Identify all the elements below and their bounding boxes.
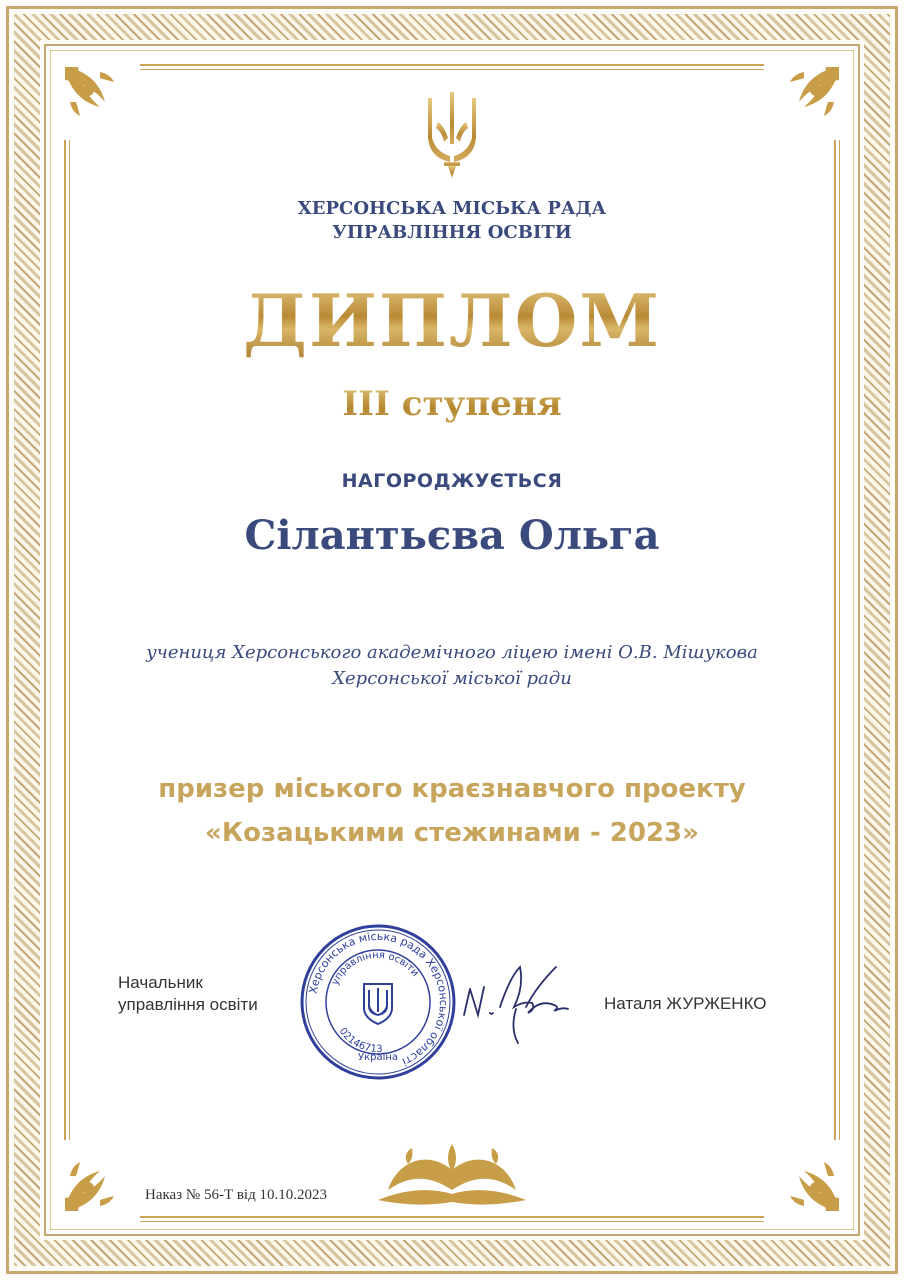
corner-ornament-icon (60, 1146, 130, 1216)
signer-name: Наталя ЖУРЖЕНКО (604, 994, 767, 1013)
bottom-rule (140, 1216, 764, 1222)
corner-ornament-icon (60, 62, 130, 132)
signer-position (118, 972, 258, 1016)
diploma-degree: III ступеня (0, 384, 904, 424)
stamp-inner-text: управління освіти (329, 949, 421, 988)
corner-ornament-icon (774, 62, 844, 132)
school-line-1: учениця Херсонського академічного ліцею імені О.В. Мішукова (146, 642, 758, 663)
stamp-country: Україна (357, 1052, 399, 1063)
position-line-1: Начальник (118, 973, 203, 992)
trident-emblem-icon (424, 92, 480, 178)
prize-line-1: призер міського краєзнавчого проекту (158, 774, 746, 804)
stamp-ring-text: Херсонська міська рада Херсонської області (306, 929, 451, 1069)
department-name: УПРАВЛІННЯ ОСВІТИ (332, 222, 572, 243)
stamp-code: 02146713 (336, 1025, 383, 1056)
organization-name: ХЕРСОНСЬКА МІСЬКА РАДА (297, 198, 607, 219)
handwritten-signature-icon (456, 955, 586, 1050)
stamp-trident-icon (364, 984, 392, 1024)
order-reference: Наказ № 56-Т від 10.10.2023 (145, 1187, 327, 1203)
corner-ornament-icon (774, 1146, 844, 1216)
top-rule (140, 64, 764, 70)
official-stamp (298, 922, 458, 1082)
position-line-2: управління освіти (118, 995, 258, 1014)
prize-line-2: «Козацькими стежинами - 2023» (205, 818, 699, 848)
bottom-ornament-icon (368, 1140, 536, 1216)
diploma-title: ДИПЛОМ (0, 278, 904, 363)
awarded-label: НАГОРОДЖУЄТЬСЯ (341, 470, 563, 492)
recipient-name: Сілантьєва Ольга (244, 512, 660, 559)
school-line-2: Херсонської міської ради (332, 668, 572, 689)
